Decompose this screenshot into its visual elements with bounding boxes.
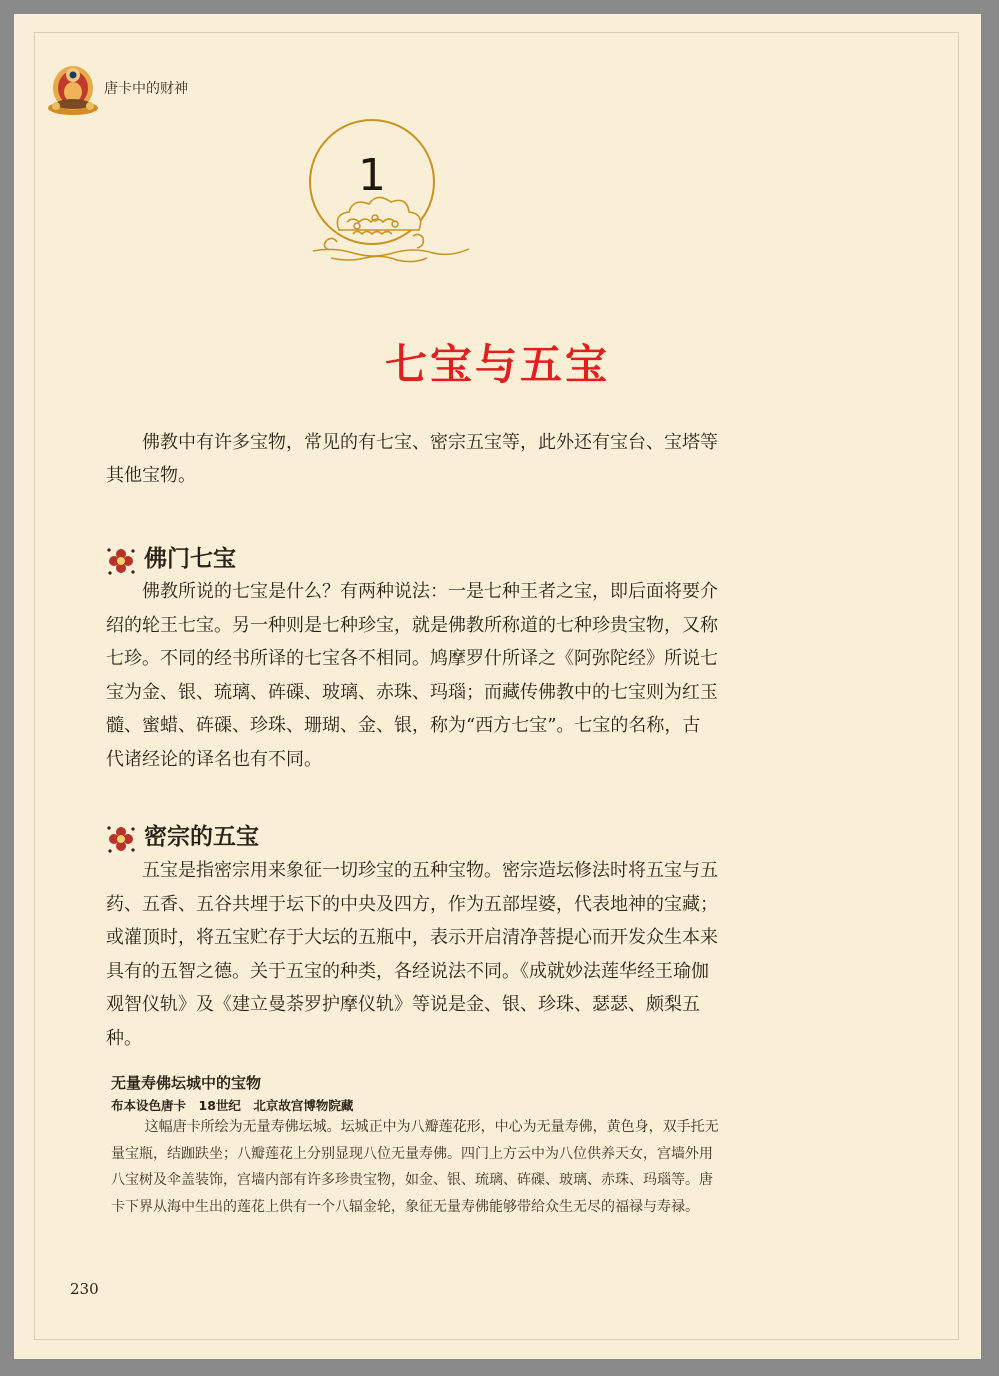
caption-body: 这幅唐卡所绘为无量寿佛坛城。坛城正中为八瓣莲花形，中心为无量寿佛，黄色身，双手托无量宝瓶，结跏趺坐；八瓣莲花上分别显现八位无量寿佛。四门上方云中为八位供养天女，宫墙外用八宝树及伞盖装饰，宫墙内部有许多珍贵宝物，如金、银、琉璃、砗磲、玻璃、赤珠、玛瑙等。唐卡下界从海中生出的莲花上供有一个八辐金轮，象征无量寿佛能够带给众生无尽的福禄与寿禄。 bbox=[111, 1119, 719, 1215]
auspicious-cloud-circle-icon bbox=[309, 118, 479, 288]
section-paragraph-seven-treasures: 佛教所说的七宝是什么？有两种说法：一是七种王者之宝，即后面将要介绍的轮王七宝。另一种则是七种珍宝，就是佛教所称道的七种珍贵宝物，又称七珍。不同的经书所译的七宝各不相同。鸠摩罗什所译之《阿弥陀经》所说七宝为金、银、琉璃、砗磲、玻璃、赤珠、玛瑙；而藏传佛教中的七宝则为红玉髓、蜜蜡、砗磲、珍珠、珊瑚、金、银，称为“西方七宝”。七宝的名称，古代诸经论的译名也有不同。 bbox=[106, 581, 718, 770]
page-title: 七宝与五宝 bbox=[384, 340, 610, 389]
chapter-emblem bbox=[309, 118, 479, 288]
intro-paragraph: 佛教中有许多宝物，常见的有七宝、密宗五宝等，此外还有宝台、宝塔等其他宝物。 bbox=[106, 432, 718, 486]
section-heading-text: 密宗的五宝 bbox=[144, 823, 259, 850]
section-heading-text: 佛门七宝 bbox=[144, 545, 236, 572]
caption-meta: 布本设色唐卡 18世纪 北京故宫博物院藏 bbox=[111, 1098, 354, 1113]
header-title: 唐卡中的财神 bbox=[104, 81, 188, 97]
flower-bullet-icon bbox=[106, 546, 136, 576]
page-number: 230 bbox=[70, 1280, 99, 1298]
chapter-number: 1 bbox=[358, 150, 386, 201]
book-page bbox=[14, 14, 981, 1359]
section-paragraph-five-treasures: 五宝是指密宗用来象征一切珍宝的五种宝物。密宗造坛修法时将五宝与五药、五香、五谷共埋于坛下的中央及四方，作为五部埕婆，代表地神的宝藏；或灌顶时，将五宝贮存于大坛的五瓶中，表示开启清净菩提心而开发众生本来具有的五智之德。关于五宝的种类，各经说法不同。《成就妙法莲华经王瑜伽观智仪轨》及《建立曼荼罗护摩仪轨》等说是金、银、珍珠、瑟瑟、颇梨五种。 bbox=[106, 860, 718, 1049]
deity-thangka-icon bbox=[46, 58, 100, 116]
flower-bullet-icon bbox=[106, 824, 136, 854]
caption-title: 无量寿佛坛城中的宝物 bbox=[111, 1074, 262, 1092]
